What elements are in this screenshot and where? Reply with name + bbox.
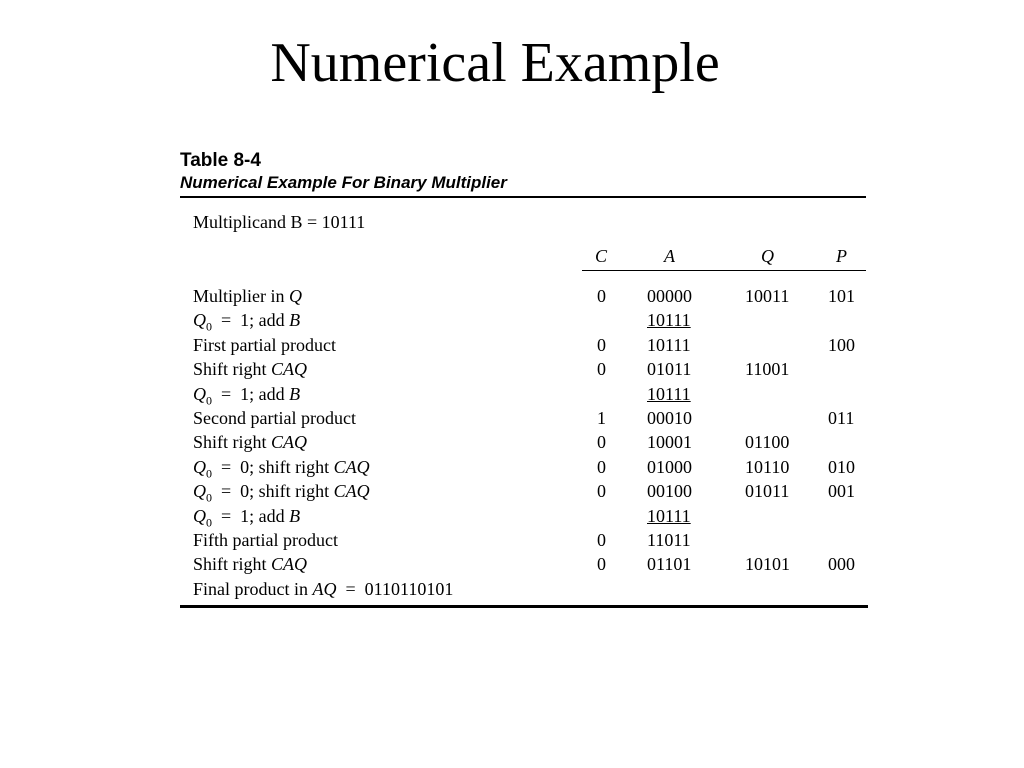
cell-c: 0 [597,286,606,306]
cell-a: 01011 [647,359,692,380]
header-a: A [664,246,675,266]
cell-a: 10111 [647,505,691,526]
cell-p: 101 [828,286,855,306]
table-number: Table 8-4 [180,150,261,171]
cell-c: 0 [597,359,606,380]
table-row [193,284,873,308]
cell-a: 10111 [647,334,691,355]
cell-a: 10001 [647,432,692,453]
cell-a: 01000 [647,456,692,477]
row-label: $Q_0 = 1$; add B [193,310,301,334]
table-row [193,455,873,479]
cell-c: 0 [597,554,606,575]
row-label: First partial product [193,334,336,355]
cell-a: 00010 [647,408,692,428]
table-row [193,308,873,332]
row-label: $Q_0 = 0$; shift right CAQ [193,456,370,481]
header-p: P [836,246,847,266]
cell-c: 1 [597,408,606,428]
header-c: C [595,246,608,266]
table-row [193,577,873,601]
cell-c: 0 [597,481,606,502]
multiplicand-line: Multiplicand B = 10111 [193,212,366,232]
table-row [193,528,873,552]
cell-q: 11001 [745,359,790,380]
cell-q: 10101 [745,554,790,575]
row-label: Fifth partial product [193,530,338,550]
table-row [193,479,873,503]
table-row [193,552,873,576]
slide-title: Numerical Example [270,32,720,94]
cell-a: 10111 [647,310,691,331]
row-label: Shift right CAQ [193,432,308,453]
cell-a: 10111 [647,383,691,404]
table-row [193,357,873,381]
table-row [193,504,873,528]
cell-p: 100 [828,334,855,355]
table-row [193,382,873,406]
row-label: Shift right CAQ [193,554,308,575]
cell-q: 01011 [745,481,790,502]
row-label: Final product in AQ = 0110110101 [193,578,454,599]
cell-a: 00100 [647,481,692,502]
cell-q: 10110 [745,456,790,477]
table-row [193,406,873,430]
cell-q: 10011 [745,286,790,306]
cell-a: 11011 [647,530,691,550]
top-rule [180,196,866,198]
cell-a: 01101 [647,554,692,575]
header-rule [582,270,866,271]
table-caption: Numerical Example For Binary Multiplier [180,173,507,192]
row-label: $Q_0 = 1$; add B [193,383,301,408]
cell-a: 00000 [647,286,692,306]
header-q: Q [761,246,774,266]
cell-c: 0 [597,334,606,355]
cell-c: 0 [597,432,606,453]
row-label: $Q_0 = 1$; add B [193,505,301,530]
cell-p: 000 [828,554,855,575]
cell-p: 010 [828,456,855,477]
row-label: $Q_0 = 0$; shift right CAQ [193,481,370,505]
cell-c: 0 [597,530,606,550]
row-label: Shift right CAQ [193,359,308,380]
table-row [193,430,873,454]
cell-c: 0 [597,456,606,477]
cell-p: 001 [828,481,855,502]
cell-p: 011 [828,408,855,428]
cell-q: 01100 [745,432,790,453]
row-label: Multiplier in Q [193,286,302,306]
table-row [193,333,873,357]
bottom-rule [180,605,868,608]
row-label: Second partial product [193,408,356,428]
